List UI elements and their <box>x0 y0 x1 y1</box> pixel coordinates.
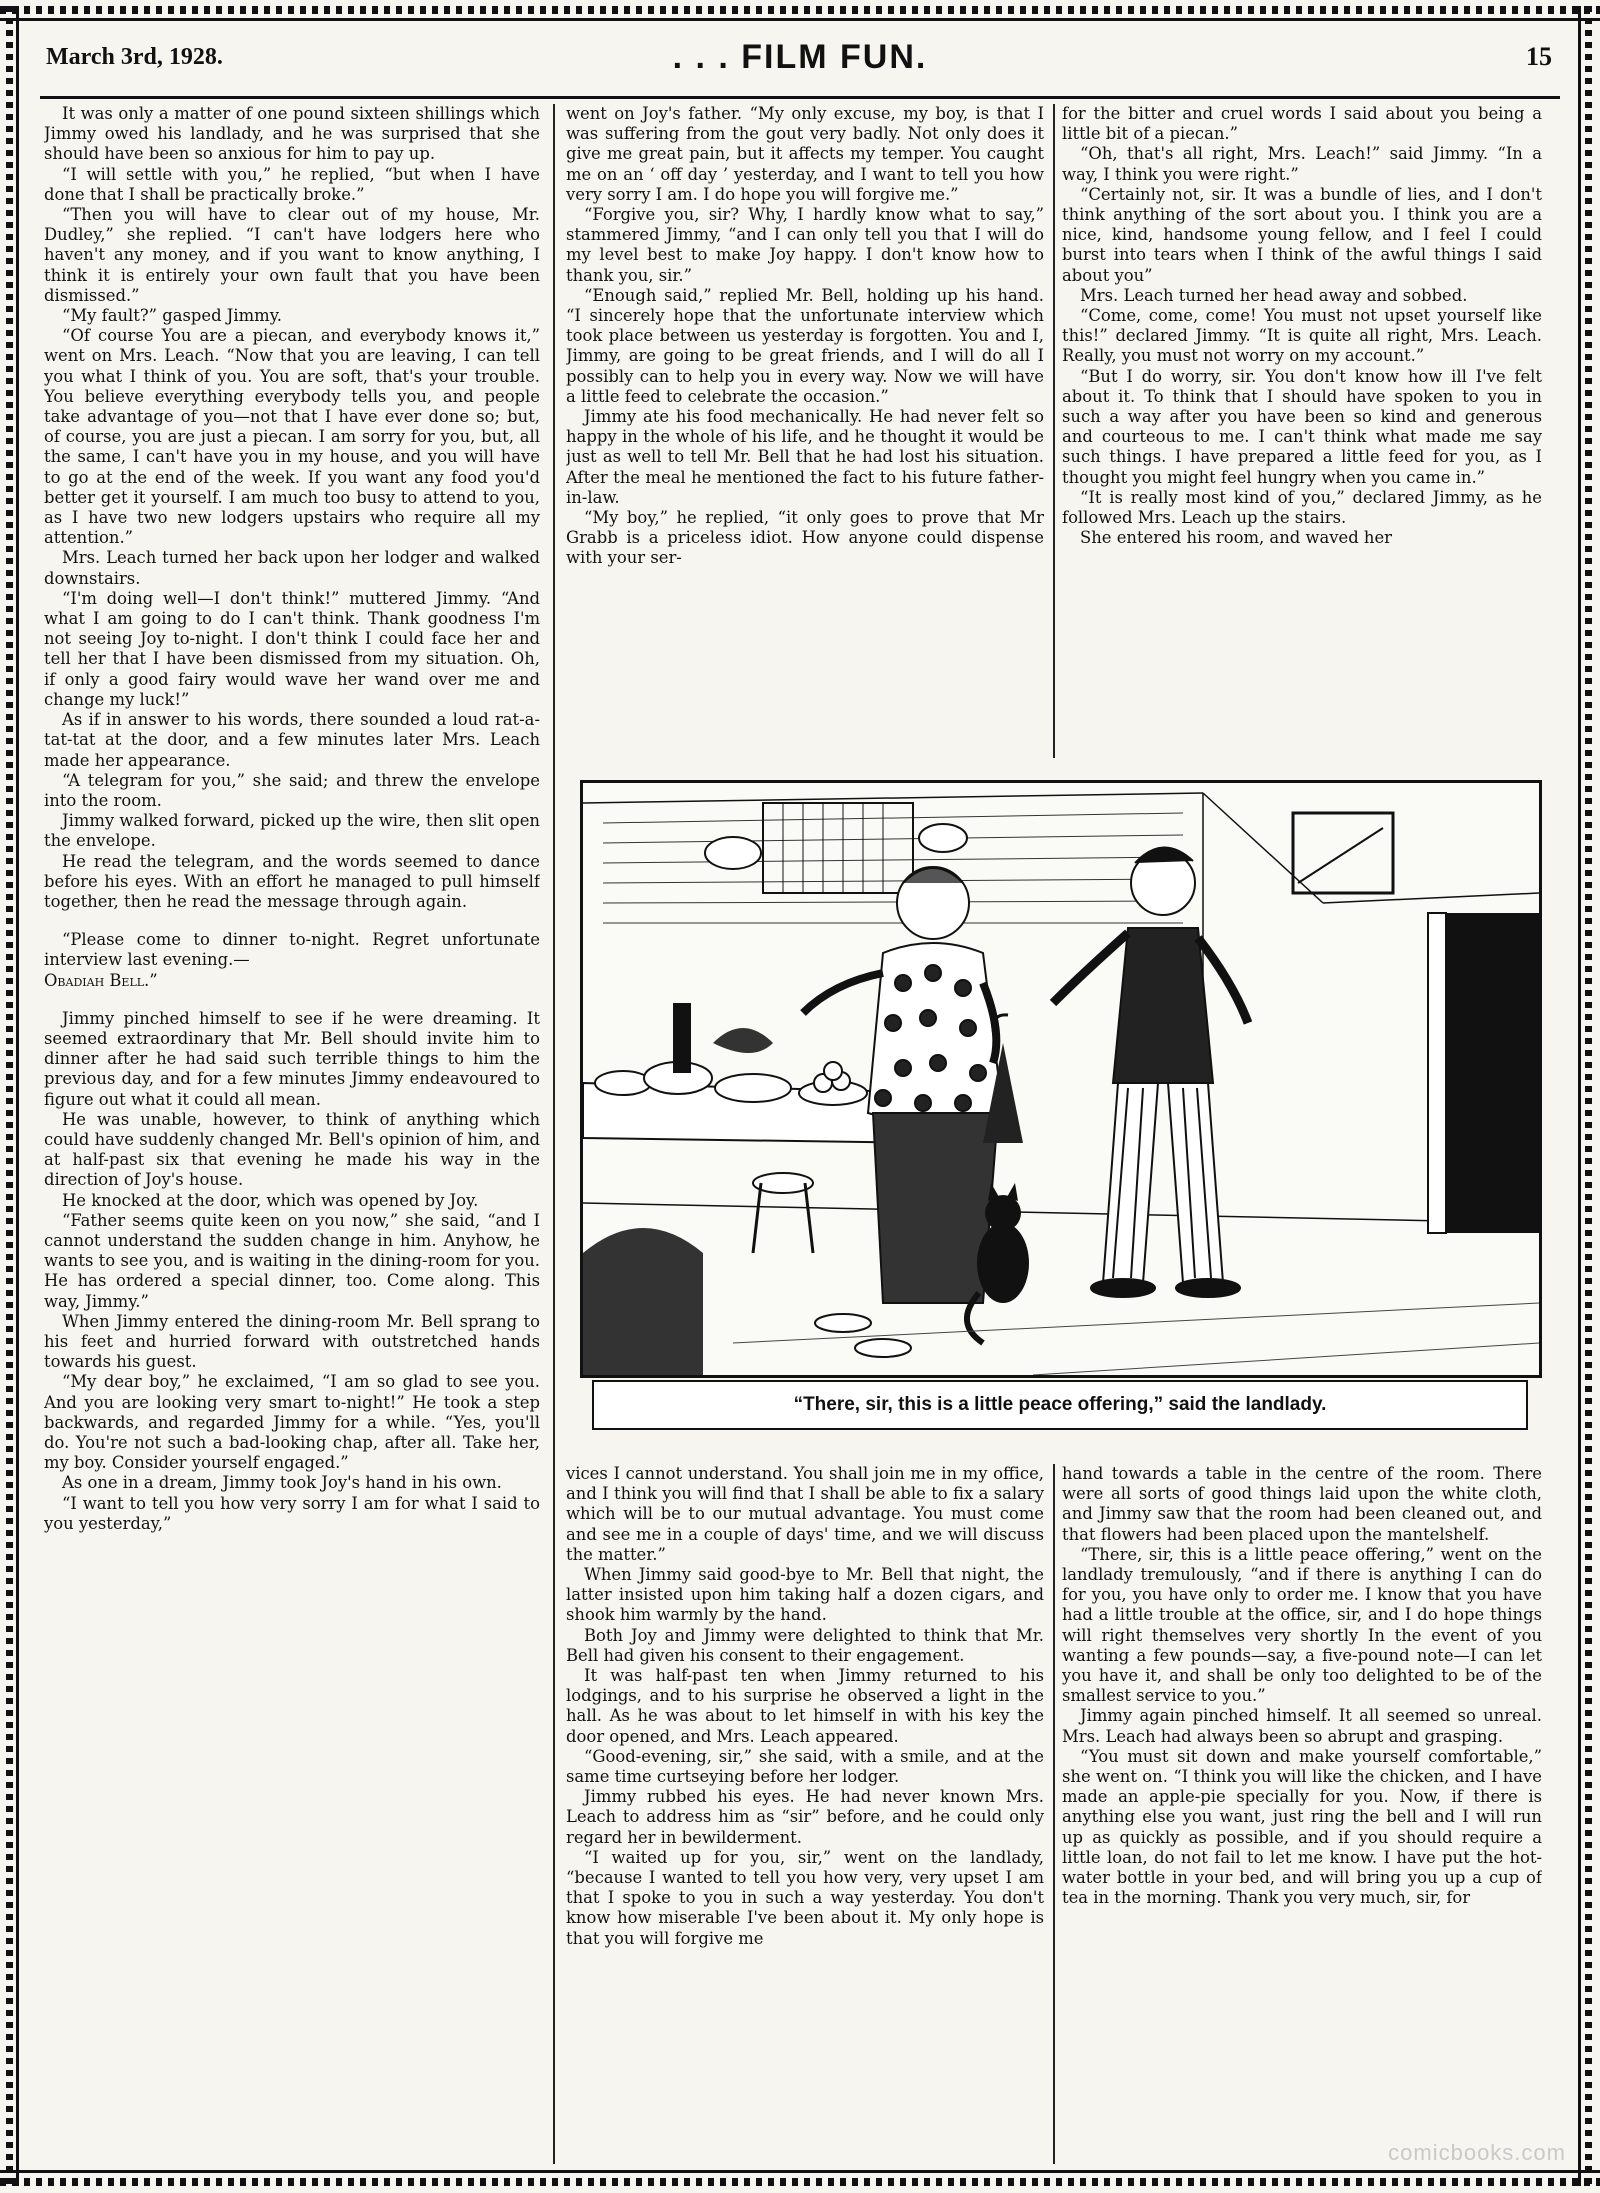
telegram-text: “Please come to dinner to-night. Regret unfortunate interview last evening.— <box>44 930 540 970</box>
story-illustration <box>580 780 1542 1378</box>
column-rule <box>1053 1464 1055 2164</box>
paragraph: Jimmy again pinched himself. It all seemed so unreal. Mrs. Leach had always been so abrupt and grasping. <box>1062 1706 1542 1746</box>
paragraph: “Good-evening, sir,” she said, with a smile, and at the same time curtseying before her lodger. <box>566 1746 1044 1787</box>
landlady-scene-drawing <box>583 783 1539 1375</box>
paragraph: Jimmy rubbed his eyes. He had never known Mrs. Leach to address him as “sir” before, and he could only regard her in bewilderment. <box>566 1787 1044 1847</box>
paragraph: “Forgive you, sir? Why, I hardly know what to say,” stammered Jimmy, “and I can only tell you that I will do my level best to make Joy happy. I don't know how to thank you, sir.” <box>566 205 1044 285</box>
paragraph: Jimmy ate his food mechanically. He had never felt so happy in the whole of his life, and he thought it would be just as well to tell Mr. Bell that he had lost his situation. After the meal he mentioned the fact to his future father-in-law. <box>566 407 1044 507</box>
decorative-border-top <box>0 6 1600 22</box>
paragraph: Mrs. Leach turned her head away and sobbed. <box>1080 285 1468 305</box>
paragraph: “Certainly not, sir. It was a bundle of lies, and I don't think anything of the sort about you. I think you are a nice, kind, handsome young fellow, and I feel I could burst into tears when I think of the awful things I said about you” <box>1062 184 1542 285</box>
paragraph: “I'm doing well—I don't think!” muttered Jimmy. “And what I am going to do I can't think. Thank goodness I'm not seeing Joy to-night. I don't think I could face her and tell her that I have been dismissed from my situation. Oh, if only a good fairy would wave her wand over me and change my luck!” <box>44 588 540 709</box>
column-rule <box>1053 104 1055 758</box>
paragraph: When Jimmy entered the dining-room Mr. Bell sprang to his feet and hurried forward with outstretched hands towards his guest. <box>44 1311 540 1372</box>
paragraph: vices I cannot understand. You shall join me in my office, and I think you will find that I shall be able to fix a salary which will be to our mutual advantage. You must come and see me in a couple of days' time, and we will discuss the matter.” <box>566 1464 1044 1564</box>
paragraph: went on Joy's father. “My only excuse, my boy, is that I was suffering from the gout very badly. Not only does it give me great pain, but it affects my temper. You caught me on an ‘ off day ’ yesterday, and I want to tell you how very sorry I am. I do hope you will forgive me.” <box>566 104 1044 204</box>
decorative-border-left <box>6 6 20 2186</box>
paragraph: “My boy,” he replied, “it only goes to prove that Mr Grabb is a priceless idiot. How anyone could dispense with your ser- <box>566 508 1044 568</box>
paragraph: for the bitter and cruel words I said about you being a little bit of a piecan.” <box>1062 104 1542 144</box>
paragraph: It was only a matter of one pound sixteen shillings which Jimmy owed his landlady, and he was surprised that she should have been so anxious for him to pay up. <box>44 104 540 164</box>
paragraph: Mrs. Leach turned her back upon her lodger and walked downstairs. <box>44 548 540 588</box>
column-3-bottom <box>1062 1464 1542 2164</box>
watermark: comicbooks.com <box>1388 2140 1566 2165</box>
paragraph: “I will settle with you,” he replied, “but when I have done that I shall be practically broke.” <box>44 164 540 204</box>
page-number: 15 <box>1526 42 1552 71</box>
paragraph: Jimmy walked forward, picked up the wire, then slit open the envelope. <box>44 811 540 851</box>
paragraph: She entered his room, and waved her <box>1080 528 1393 548</box>
illustration-caption-box <box>592 1380 1528 1430</box>
illustration-caption: “There, sir, this is a little peace offering,” said the landlady. <box>793 1394 1327 1415</box>
column-2-top <box>566 104 1044 758</box>
paragraph: As if in answer to his words, there sounded a loud rat-a-tat-tat at the door, and a few minutes later Mrs. Leach made her appearance. <box>44 710 540 770</box>
paragraph: “I want to tell you how very sorry I am for what I said to you yesterday,” <box>44 1493 540 1533</box>
telegram-signature: Obadiah Bell.” <box>44 970 158 990</box>
paragraph: “You must sit down and make yourself comfortable,” she went on. “I think you will like the chicken, and I have made an apple-pie specially for you. Now, if there is anything else you want, just ring the bell and I will run up as quickly as possible, and if you should require a little loan, do not fail to let me know. I have put the hot-water bottle in your bed, and will bring you up a cup of tea in the morning. Thank you very much, sir, for <box>1062 1746 1542 1908</box>
paragraph: It was half-past ten when Jimmy returned to his lodgings, and to his surprise he observed a light in the hall. As he was about to let himself in with his key the door opened, and Mrs. Leach appeared. <box>566 1666 1044 1746</box>
publication-title: . . . FILM FUN. <box>672 38 928 76</box>
column-rule <box>553 104 555 2164</box>
issue-date: March 3rd, 1928. <box>46 44 223 70</box>
paragraph: “It is really most kind of you,” declared Jimmy, as he followed Mrs. Leach up the stairs. <box>1062 487 1542 528</box>
paragraph: “But I do worry, sir. You don't know how ill I've felt about it. To think that I should have spoken to you in such a way after you have been so kind and generous and courteous to me. I can't think what made me say such things. I have prepared a little feed for you, as I thought you might feel hungry when you came in.” <box>1062 366 1542 487</box>
paragraph: As one in a dream, Jimmy took Joy's hand in his own. <box>62 1473 502 1493</box>
paragraph: “I waited up for you, sir,” went on the landlady, “because I wanted to tell you how very, very upset I am that I spoke to you in such a way yesterday. You don't know how miserable I've been about it. My only hope is that you will forgive me <box>566 1847 1044 1948</box>
paragraph: “My fault?” gasped Jimmy. <box>62 306 282 326</box>
paragraph: He was unable, however, to think of anything which could have suddenly changed Mr. Bell's opinion of him, and at half-past six that evening he made his way in the direction of Joy's house. <box>44 1109 540 1190</box>
paragraph: When Jimmy said good-bye to Mr. Bell that night, the latter insisted upon him taking half a dozen cigars, and shook him warmly by the hand. <box>566 1565 1044 1625</box>
paragraph: “Of course You are a piecan, and everybody knows it,” went on Mrs. Leach. “Now that you are leaving, I can tell you what I think of you. You are soft, that's your trouble. You believe everything everybody tells you, and people take advantage of you—not that I have ever done so; but, of course, you are just a piecan. I am sorry for you, but, all the same, I can't have you in my house, and you will have to go at the end of the week. If you want any food you'd better get it yourself. I am much too busy to attend to you, as I have two new lodgers upstairs who require all my attention.” <box>44 326 540 548</box>
column-3-top <box>1062 104 1542 758</box>
decorative-border-right <box>1578 6 1592 2186</box>
decorative-border-bottom <box>0 2170 1600 2186</box>
paragraph: “Father seems quite keen on you now,” she said, “and I cannot understand the sudden change in him. Anyhow, he wants to see you, and is waiting in the dining-room for you. He has ordered a special dinner, too. Come along. This way, Jimmy.” <box>44 1210 540 1311</box>
paragraph: He read the telegram, and the words seemed to dance before his eyes. With an effort he managed to pull himself together, then he read the message through again. <box>44 851 540 911</box>
column-2-bottom <box>566 1464 1044 2164</box>
paragraph: “Enough said,” replied Mr. Bell, holding up his hand. “I sincerely hope that the unfortunate interview which took place between us yesterday is forgotten. You and I, Jimmy, are going to be great friends, and I will do all I possibly can to help you in every way. Now we will have a little feed to celebrate the occasion.” <box>566 285 1044 406</box>
paragraph: “A telegram for you,” she said; and threw the envelope into the room. <box>44 770 540 810</box>
paragraph: “There, sir, this is a little peace offering,” went on the landlady tremulously, “and if there is anything I can do for you, you have only to order me. I know that you have had a little trouble at the office, sir, and I do hope things will right themselves very shortly In the event of you wanting a few pounds—say, a five-pound note—I can let you have it, and shall be only too delighted to be of the smallest service to you.” <box>1062 1544 1542 1706</box>
paragraph: “Then you will have to clear out of my house, Mr. Dudley,” she replied. “I can't have lodgers here who haven't any money, and if you want to know anything, I think it is entirely your own fault that you have been dismissed.” <box>44 205 540 305</box>
telegram-message <box>44 930 540 991</box>
header-rule <box>40 96 1560 99</box>
paragraph: “Come, come, come! You must not upset yourself like this!” declared Jimmy. “It is quite all right, Mrs. Leach. Really, you must not worry on my account.” <box>1062 306 1542 366</box>
paragraph: “My dear boy,” he exclaimed, “I am so glad to see you. And you are looking very smart to-night!” He took a step backwards, and regarded Jimmy for a while. “Yes, you'll do. You're not such a bad-looking chap, after all. Take her, my boy. Consider yourself engaged.” <box>44 1372 540 1473</box>
paragraph: Jimmy pinched himself to see if he were dreaming. It seemed extraordinary that Mr. Bell should invite him to dinner after he had said such terrible things to him the previous day, and for a few minutes Jimmy endeavoured to figure out what it could all mean. <box>44 1008 540 1109</box>
paragraph: Both Joy and Jimmy were delighted to think that Mr. Bell had given his consent to their engagement. <box>566 1625 1044 1665</box>
paragraph: He knocked at the door, which was opened by Joy. <box>62 1190 479 1210</box>
page-header <box>40 30 1560 90</box>
paragraph: “Oh, that's all right, Mrs. Leach!” said Jimmy. “In a way, I think you were right.” <box>1062 144 1542 184</box>
paragraph: hand towards a table in the centre of the room. There were all sorts of good things laid upon the white cloth, and Jimmy saw that the room had been cleaned out, and that flowers had been placed upon the mantelshelf. <box>1062 1464 1542 1544</box>
column-1 <box>44 104 540 2164</box>
